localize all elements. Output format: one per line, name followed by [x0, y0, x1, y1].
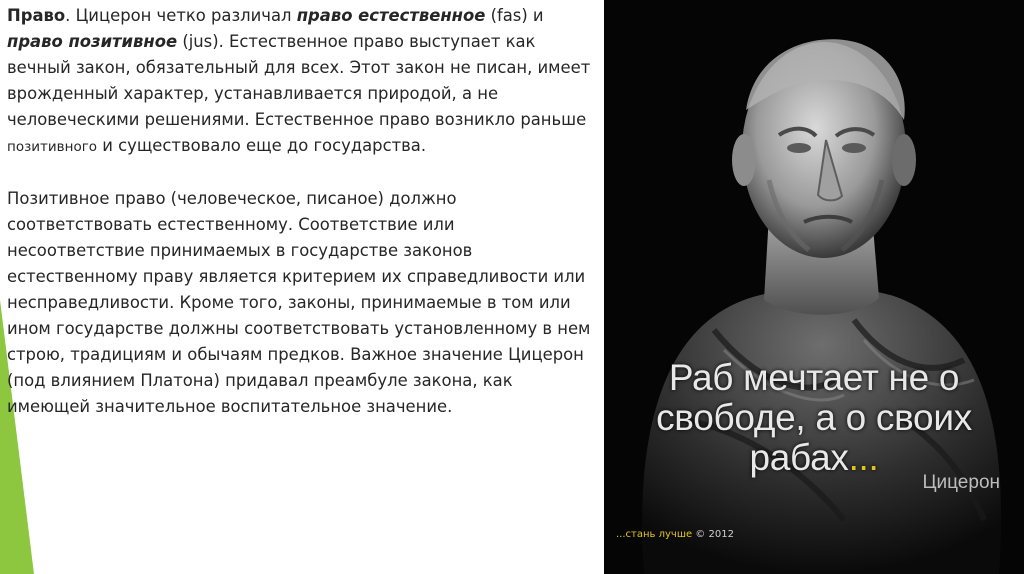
- slide-text: [7, 3, 597, 420]
- p1-run-2: право естественное: [296, 6, 486, 25]
- paragraph-natural-law: [7, 3, 597, 160]
- credit-brand: ...стань лучше: [616, 529, 693, 540]
- p1-run-6: позитивного: [7, 139, 98, 155]
- image-credit: [616, 529, 734, 540]
- quote-ellipsis: ...: [848, 437, 879, 478]
- p1-run-3: (fas) и: [485, 6, 544, 25]
- quote-author: Цицерон: [922, 472, 1000, 493]
- cicero-bust-image: [604, 0, 1024, 574]
- p1-run-5: (jus). Естественное право выступает как вечный закон, обязательный для всех. Этот закон не писан, имеет врожденный характер, устанавливается природой, а не человеческими решениями. Естественное право возникло раньше: [7, 32, 591, 129]
- quote-line-3-text: рабах: [749, 437, 849, 478]
- quote-line-1: Раб мечтает не о: [668, 357, 960, 398]
- p1-run-1: . Цицерон четко различал: [65, 6, 297, 25]
- p1-run-4: право позитивное: [7, 32, 178, 51]
- p1-run-7: и существовало еще до государства.: [97, 136, 427, 155]
- quote-line-2: свободе, а о своих: [656, 397, 972, 438]
- quote-text: [604, 358, 1024, 478]
- credit-year: © 2012: [692, 529, 734, 540]
- p1-run-0: Право: [7, 6, 66, 25]
- paragraph-positive-law: Позитивное право (человеческое, писаное) должно соответствовать естественному. Соответствие или несоответствие принимаемых в государстве законов естественному праву является критерием их справедливости или несправедливости. Кроме того, законы, принимаемые в том или ином государстве должны соответствовать установленному в нем строю, традициям и обычаям предков. Важное значение Цицерон (под влиянием Платона) придавал преамбуле закона, как имеющей значительное воспитательное значение.: [7, 189, 591, 416]
